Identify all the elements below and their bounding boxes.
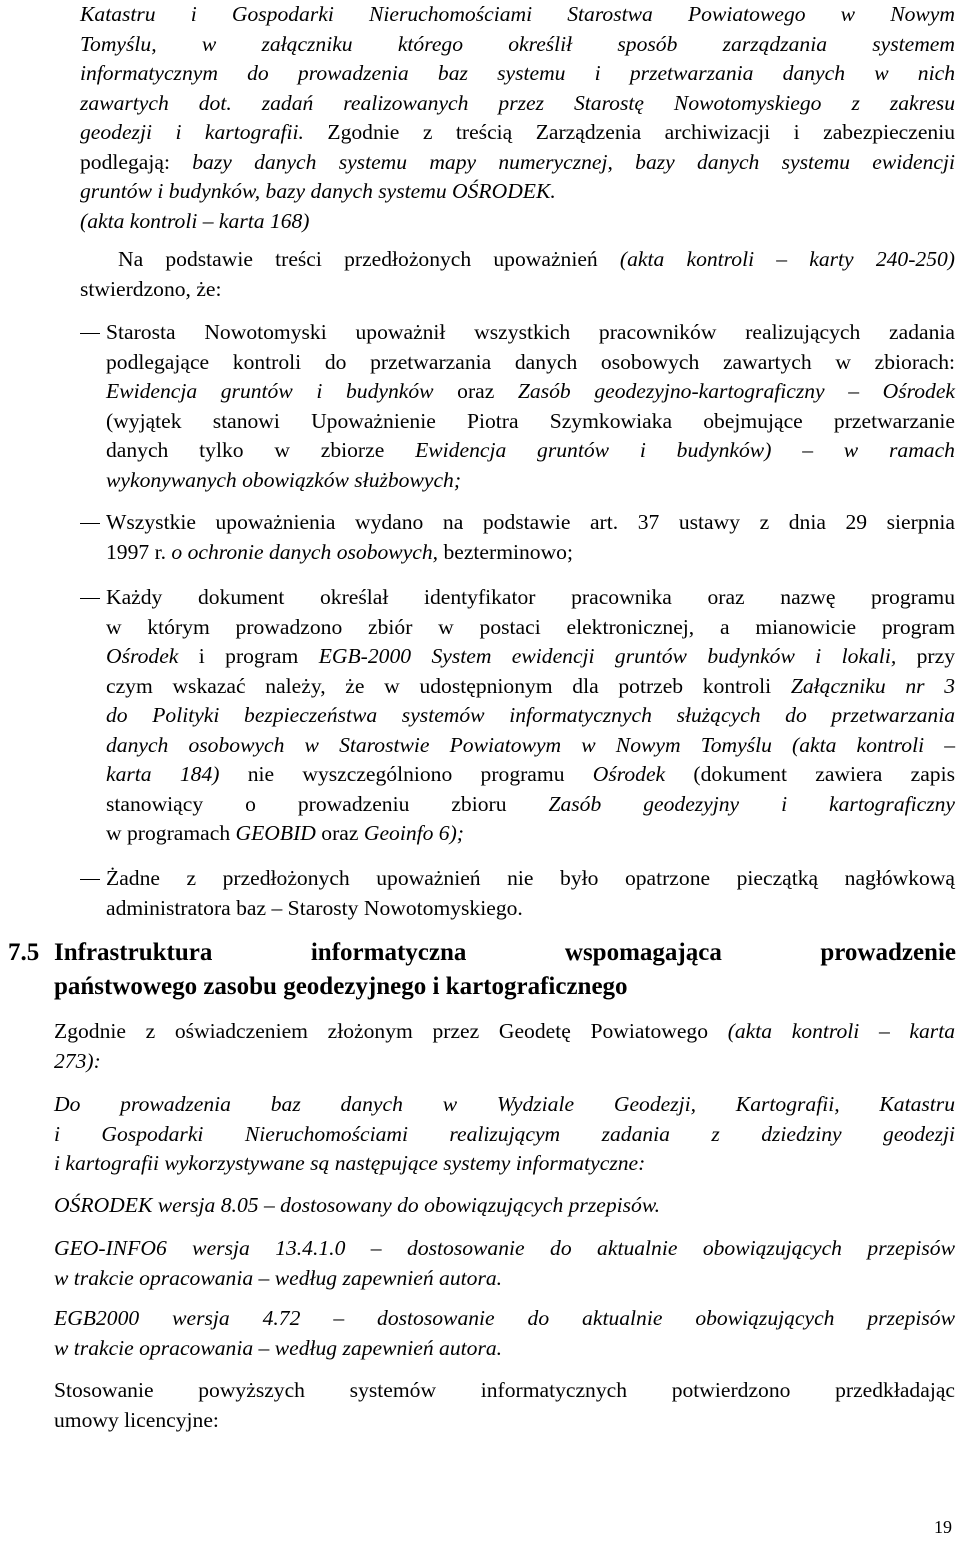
text-line: wykonywanych obowiązków służbowych; (106, 467, 462, 492)
page-number: 19 (934, 1517, 952, 1537)
text-line: w programach GEOBID oraz Geoinfo 6); (106, 821, 464, 845)
text-line: Stosowanie powyższych systemów informatycznych potwierdzono przedkładając (54, 1378, 955, 1402)
text-line: administratora baz – Starosty Nowotomyskiego. (106, 895, 523, 920)
dash-bullet-icon (80, 879, 100, 880)
bullet-item-4 (106, 864, 955, 923)
paragraph-declaration (54, 1017, 955, 1076)
text-line: danych osobowych w Starostwie Powiatowym w Nowym Tomyślu (akta kontroli – (106, 732, 955, 757)
text-line: czym wskazać należy, że w udostępnionym dla potrzeb kontroli Załączniku nr 3 (106, 673, 956, 698)
bullet-item-2 (106, 508, 955, 567)
system-entry-osrodek (54, 1191, 955, 1221)
text-line: GEO-INFO6 wersja 13.4.1.0 – dostosowanie do aktualnie obowiązujących przepisów (54, 1236, 955, 1260)
paragraph-systems-intro (54, 1090, 955, 1179)
text-line: do Polityki bezpieczeństwa systemów informatycznych służących do przetwarzania (106, 703, 955, 727)
text-line: OŚRODEK wersja 8.05 – dostosowany do obowiązujących przepisów. (54, 1193, 661, 1217)
text-line: stwierdzono, że: (80, 276, 222, 301)
text-line: podlegają: bazy danych systemu mapy numerycznej, bazy danych systemu ewidencji (80, 149, 956, 174)
text-line: w którym prowadzono zbiór w postaci elektronicznej, a mianowicie program (106, 614, 955, 639)
text-line: (akta kontroli – karta 168) (80, 208, 310, 233)
text-line: Każdy dokument określał identyfikator pracownika oraz nazwę programu (106, 585, 955, 609)
bullet-item-3 (106, 583, 955, 849)
heading-line: państwowego zasobu geodezyjnego i kartograficznego (54, 973, 628, 1000)
text-line: i Gospodarki Nieruchomościami realizującym zadania z dziedziny geodezji (54, 1121, 955, 1146)
paragraph-licenses (54, 1376, 955, 1435)
system-entry-egb2000 (54, 1304, 955, 1363)
text-line: umowy licencyjne: (54, 1407, 219, 1432)
text-line: karta 184) nie wyszczególniono programu Ośrodek (dokument zawiera zapis (106, 762, 955, 786)
text-line: gruntów i budynków, bazy danych systemu OŚRODEK. (80, 179, 556, 203)
heading-line: Infrastruktura informatyczna wspomagająca prowadzenie (54, 939, 956, 966)
text-line: w trakcie opracowania – według zapewnień autora. (54, 1335, 503, 1360)
text-line: Katastru i Gospodarki Nieruchomościami Starostwa Powiatowego w Nowym (80, 2, 955, 26)
text-line: Żadne z przedłożonych upoważnień nie było opatrzone pieczątką nagłówkową (106, 866, 955, 890)
text-line: (wyjątek stanowi Upoważnienie Piotra Szymkowiaka obejmujące przetwarzanie (106, 408, 955, 433)
text-line: Na podstawie treści przedłożonych upoważnień (akta kontroli – karty 240-250) (118, 247, 955, 271)
dash-bullet-icon (80, 523, 100, 524)
text-line: geodezji i kartografii. Zgodnie z treścią Zarządzenia archiwizacji i zabezpieczeniu (80, 120, 956, 144)
system-entry-geoinfo (54, 1234, 955, 1293)
text-line: stanowiący o prowadzeniu zbioru Zasób geodezyjny i kartograficzny (106, 791, 955, 816)
text-line: Ewidencja gruntów i budynków oraz Zasób geodezyjno-kartograficzny – Ośrodek (106, 379, 955, 403)
section-heading (54, 936, 956, 1004)
text-line: danych tylko w zbiorze Ewidencja gruntów i budynków) – w ramach (106, 438, 955, 462)
text-line: podlegające kontroli do przetwarzania danych osobowych zawartych w zbiorach: (106, 349, 955, 374)
text-line: zawartych dot. zadań realizowanych przez Starostę Nowotomyskiego z zakresu (80, 90, 955, 115)
dash-bullet-icon (80, 333, 100, 334)
text-line: w trakcie opracowania – według zapewnień autora. (54, 1265, 503, 1290)
paragraph-top (80, 0, 955, 236)
text-line: 1997 r. o ochronie danych osobowych, bezterminowo; (106, 539, 573, 564)
bullet-item-1 (106, 318, 955, 495)
text-line: i kartografii wykorzystywane są następujące systemy informatyczne: (54, 1151, 646, 1175)
text-line: Do prowadzenia baz danych w Wydziale Geodezji, Kartografii, Katastru (54, 1092, 955, 1116)
text-line: 273): (54, 1048, 101, 1073)
text-line: Zgodnie z oświadczeniem złożonym przez Geodetę Powiatowego (akta kontroli – karta (54, 1019, 955, 1043)
text-line: EGB2000 wersja 4.72 – dostosowanie do aktualnie obowiązujących przepisów (54, 1306, 955, 1330)
text-line: Ośrodek i program EGB-2000 System ewidencji gruntów budynków i lokali, przy (106, 644, 955, 668)
text-line: Starosta Nowotomyski upoważnił wszystkich pracowników realizujących zadania (106, 320, 955, 344)
text-line: Wszystkie upoważnienia wydano na podstawie art. 37 ustawy z dnia 29 sierpnia (106, 510, 955, 534)
dash-bullet-icon (80, 598, 100, 599)
text-line: informatycznym do prowadzenia baz systemu i przetwarzania danych w nich (80, 61, 955, 85)
text-line: Tomyślu, w załączniku którego określił sposób zarządzania systemem (80, 31, 955, 56)
section-number: 7.5 (8, 939, 40, 966)
paragraph-intro (80, 245, 955, 304)
